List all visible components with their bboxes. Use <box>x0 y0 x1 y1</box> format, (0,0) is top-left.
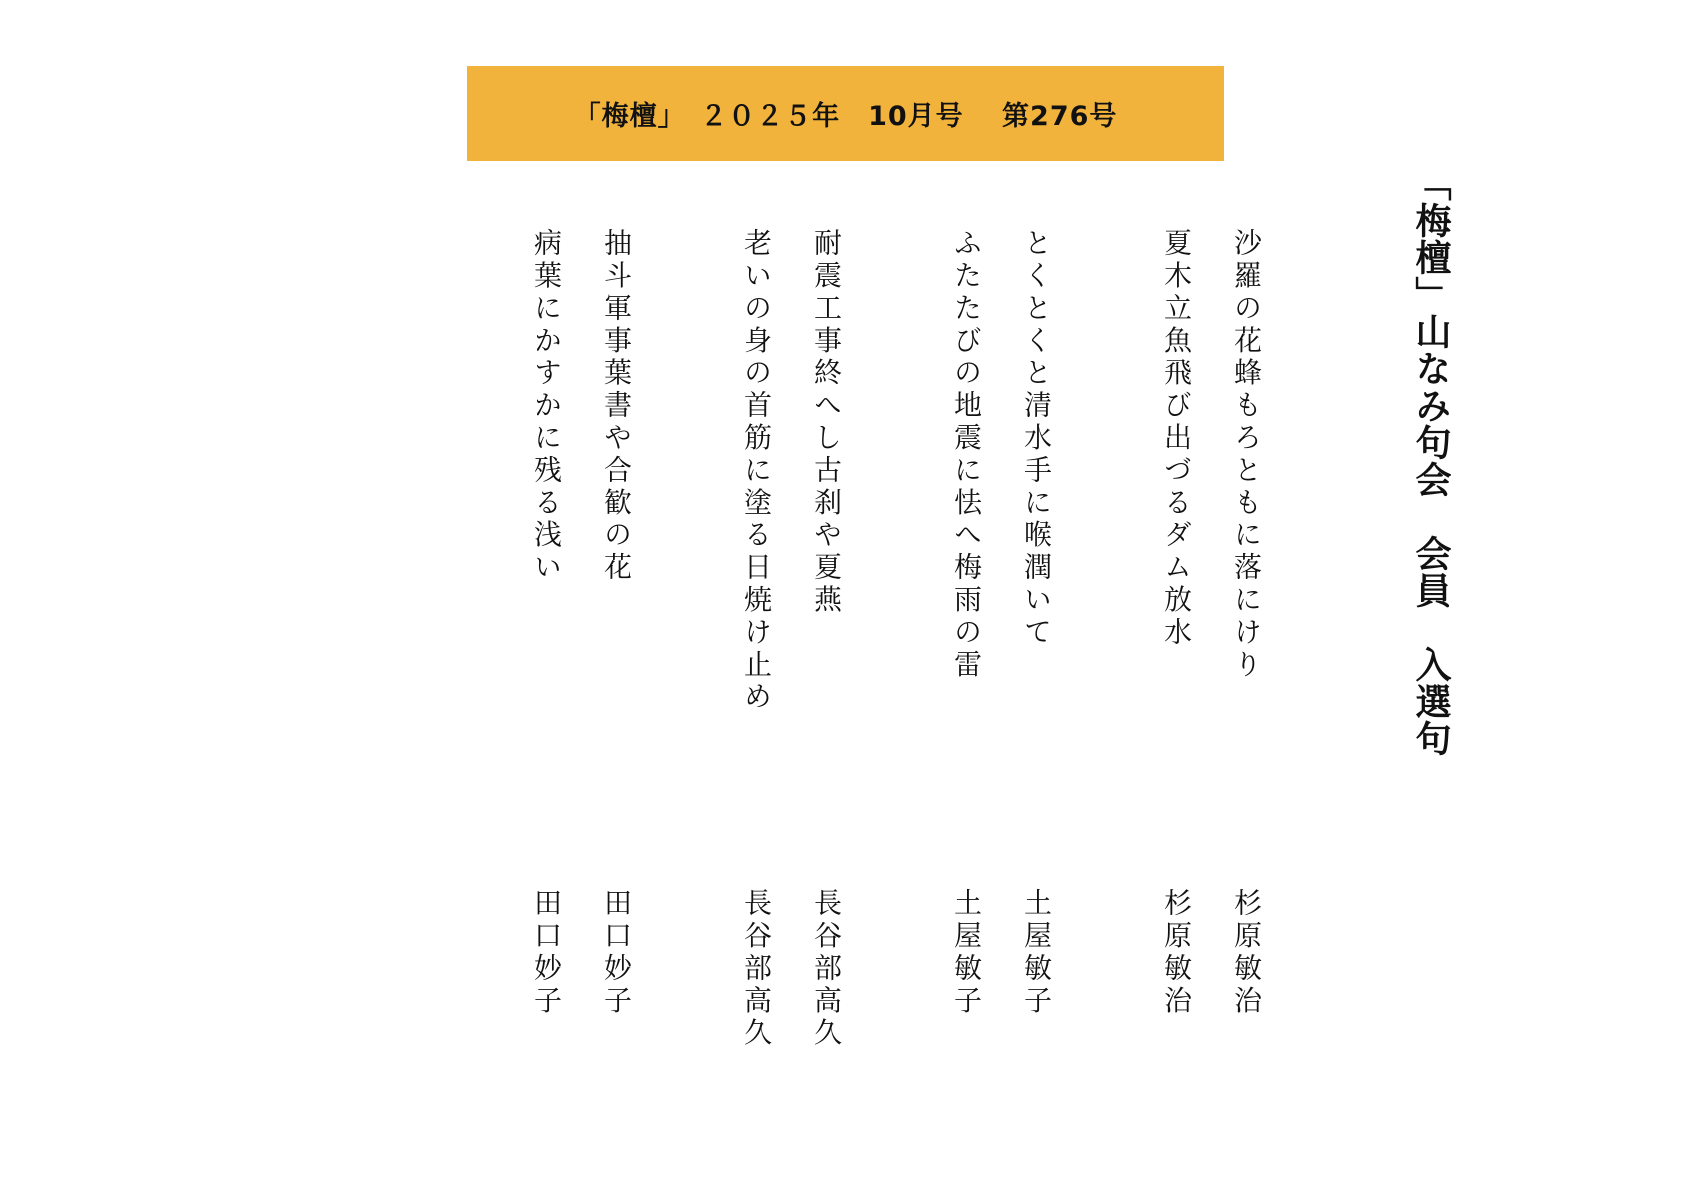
haiku-text: 沙羅の花蜂もろともに落にけり <box>1230 228 1263 682</box>
haiku-author: 杉原敏治 <box>1230 888 1263 1018</box>
haiku-text: 夏木立魚飛び出づるダム放水 <box>1160 228 1193 650</box>
haiku-text: 抽斗軍事葉書や合歓の花 <box>600 228 633 585</box>
haiku-text: 老いの身の首筋に塗る日焼け止め <box>740 228 773 714</box>
haiku-text: ふたたびの地震に怯へ梅雨の雷 <box>950 228 983 682</box>
haiku-author: 田口妙子 <box>600 888 633 1018</box>
page-title: 「梅檀」山なみ句会 会員 入選句 <box>1410 165 1451 757</box>
haiku-author: 土屋敏子 <box>950 888 983 1018</box>
haiku-author: 長谷部高久 <box>810 888 843 1050</box>
issue-header-text: 「梅檀」 ２０２５年 10月号 第276号 <box>573 101 1118 132</box>
haiku-author: 田口妙子 <box>530 888 563 1018</box>
haiku-text: 病葉にかすかに残る浅い <box>530 228 563 585</box>
haiku-author: 長谷部高久 <box>740 888 773 1050</box>
issue-header-banner <box>467 66 1224 161</box>
haiku-text: 耐震工事終へし古刹や夏燕 <box>810 228 843 617</box>
haiku-author: 杉原敏治 <box>1160 888 1193 1018</box>
haiku-text: とくとくと清水手に喉潤いて <box>1020 228 1053 650</box>
haiku-author: 土屋敏子 <box>1020 888 1053 1018</box>
